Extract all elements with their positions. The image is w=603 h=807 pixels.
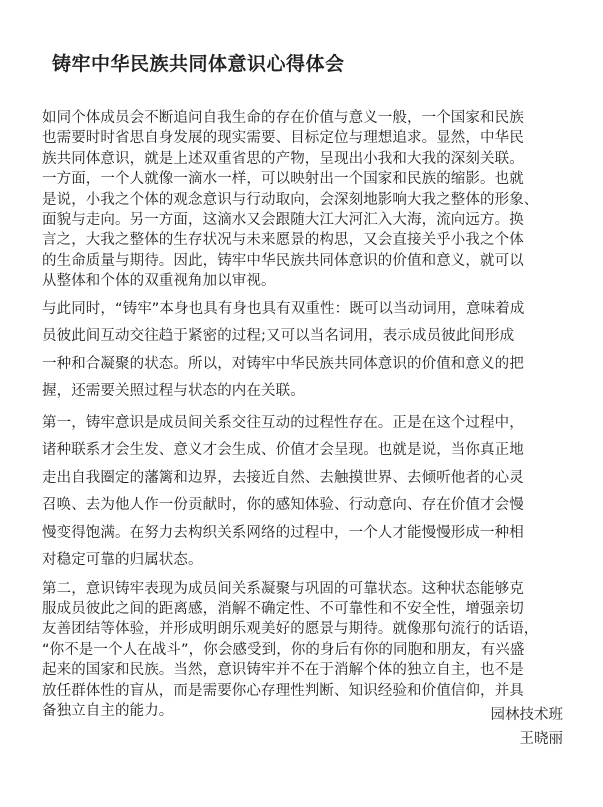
text-line: 第二，意识铸牢表现为成员间关系凝聚与巩固的可靠状态。这种状态能够克: [42, 580, 524, 597]
signature-class: 园林技术班: [490, 707, 563, 723]
text-line: 慢变得饱满。在努力去构织关系网络的过程中，一个人才能慢慢形成一种相: [42, 524, 524, 541]
text-line: 召唤、去为他人作一份贡献时，你的感知体验、行动意向、存在价值才会慢: [42, 497, 524, 514]
text-line: 是说，小我之个体的观念意识与行动取向，会深刻地影响大我之整体的形象、: [42, 191, 539, 208]
text-line: 与此同时，“铸牢”本身也具有身也具有双重性：既可以当动词用，意味着成: [42, 300, 525, 317]
signature-block: [491, 703, 564, 751]
paragraph-4: [42, 579, 563, 722]
text-line: “你不是一个人在战斗”，你会感受到，你的身后有你的同胞和朋友，有兴盛: [42, 641, 525, 658]
text-line: 备独立自主的能力。: [42, 703, 174, 720]
text-line: 族共同体意识，就是上述双重省思的产物，呈现出小我和大我的深刻关联。: [42, 150, 524, 167]
text-line: 诸种联系才会生发、意义才会生成、价值才会呈现。也就是说，当你真正地: [42, 442, 524, 459]
text-line: 一种和合凝聚的状态。所以，对铸牢中华民族共同体意识的价值和意义的把: [42, 355, 524, 372]
text-line: 言之，大我之整体的生存状况与未来愿景的构思，又会直接关乎小我之个体: [42, 232, 524, 249]
text-line: 走出自我圈定的藩篱和边界，去接近自然、去触摸世界、去倾听他者的心灵: [42, 469, 524, 486]
paragraph-1: [42, 108, 563, 292]
paragraph-2: [42, 296, 563, 406]
text-line: 一方面，一个人就像一滴水一样，可以映射出一个国家和民族的缩影。也就: [42, 171, 524, 188]
text-line: 起来的国家和民族。当然，意识铸牢并不在于消解个体的独立自主，也不是: [42, 662, 524, 679]
text-line: 服成员彼此之间的距离感，消解不确定性、不可靠性和不安全性，增强亲切: [42, 601, 524, 618]
document-title: 铸牢中华民族共同体意识心得体会: [52, 53, 345, 75]
text-line: 面貌与走向。另一方面，这滴水又会跟随大江大河汇入大海，流向远方。换: [42, 212, 524, 229]
text-line: 从整体和个体的双重视角加以审视。: [42, 273, 276, 290]
text-line: 第一，铸牢意识是成员间关系交往互动的过程性存在。正是在这个过程中，: [42, 414, 524, 431]
text-line: 友善团结等体验，并形成明朗乐观美好的愿景与期待。就像那句流行的话语，: [42, 621, 539, 638]
text-line: 握，还需要关照过程与状态的内在关联。: [42, 383, 305, 400]
text-line: 也需要时时省思自身发展的现实需要、目标定位与理想追求。显然，中华民: [42, 130, 524, 147]
paragraph-3: [42, 410, 563, 575]
signature-author: 王晓丽: [519, 731, 563, 747]
text-line: 的生命质量与期待。因此，铸牢中华民族共同体意识的价值和意义，就可以: [42, 252, 524, 269]
text-line: 如同个体成员会不断追问自我生命的存在价值与意义一般，一个国家和民族: [42, 110, 524, 126]
document-body: [42, 108, 563, 722]
text-line: 放任群体性的盲从，而是需要你心存理性判断、知识经验和价值信仰，并具: [42, 682, 524, 699]
text-line: 员彼此间互动交往趋于紧密的过程;又可以当名词用，表示成员彼此间形成: [42, 328, 515, 345]
text-line: 对稳定可靠的归属状态。: [42, 552, 203, 569]
